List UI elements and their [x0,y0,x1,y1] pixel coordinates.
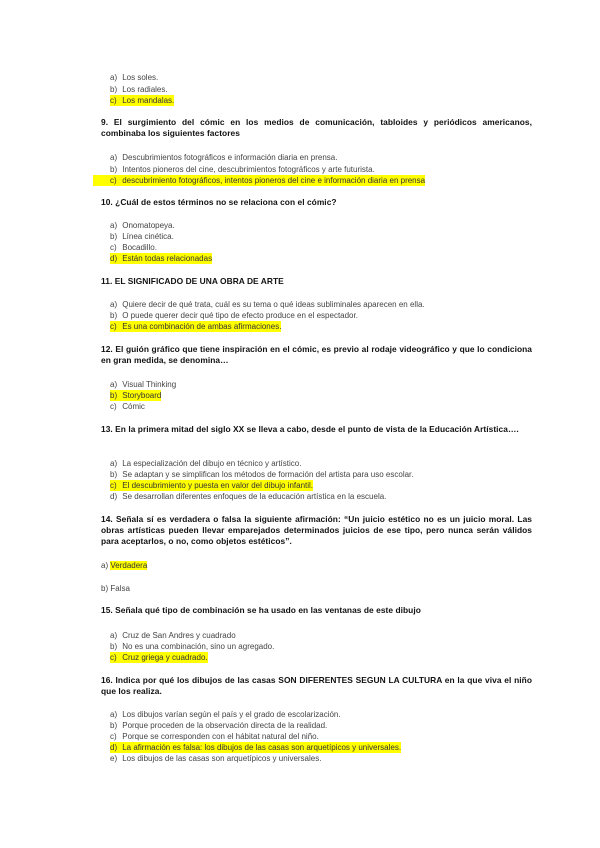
question-14-title: 14. Señala sí es verdadera o falsa la siguiente afirmación: “Un juicio estético no es un juicio moral. Las obras artísticas pueden llevar emparejados determinados juicios de ese tipo, pero nunca serán válidos para aceptarlos, o no, como objetos estéticos”. [101,514,532,546]
q16-option-b: b) Porque proceden de la observación directa de la realidad. [110,721,328,730]
q16-option-c: c) Porque se corresponden con el hábitat natural del niño. [110,732,319,741]
q12-option-c: c) Cómic [110,402,145,411]
q16-option-a: a) Los dibujos varían según el país y el grado de escolarización. [110,710,341,719]
q15-option-a: a) Cruz de San Andres y cuadrado [110,631,236,640]
q13-option-a: a) La especialización del dibujo en técnico y artístico. [110,459,302,468]
q8-option-b: b) Los radiales. [110,85,168,94]
q10-option-c: c) Bocadillo. [110,243,157,252]
q13-option-d: d) Se desarrollan diferentes enfoques de la educación artística en la escuela. [110,492,387,501]
q11-option-b: b) O puede querer decir qué tipo de efecto produce en el espectador. [110,311,358,320]
q16-option-d-highlighted: d) La afirmación es falsa: los dibujos de las casas son arquetípicos y universales. [110,743,402,752]
q12-option-b-highlighted: b) Storyboard [110,391,162,400]
q9-option-a: a) Descubrimientos fotográficos e información diaria en prensa. [110,153,338,162]
question-9-title: 9. El surgimiento del cómic en los medios de comunicación, tabloides y periódicos americanos, combinaba los siguientes factores [101,117,532,138]
question-11-title: 11. EL SIGNIFICADO DE UNA OBRA DE ARTE [101,276,284,286]
question-12-title: 12. El guión gráfico que tiene inspiración en el cómic, es previo al rodaje videográfico y que lo condiciona en gran medida, se denomina… [101,344,532,365]
q12-option-a: a) Visual Thinking [110,380,177,389]
q8-option-a: a) Los soles. [110,73,159,82]
q14-option-b: b) Falsa [101,584,130,593]
question-13-title: 13. En la primera mitad del siglo XX se lleva a cabo, desde el punto de vista de la Educación Artística…. [101,424,519,434]
q9-option-c-highlighted: c) descubrimiento fotográficos, intentos pioneros del cine e información diaria en prensa [93,175,425,186]
q8-option-c-highlighted: c) Los mandalas. [110,96,175,105]
q13-option-c-highlighted: c) El descubrimiento y puesta en valor del dibujo infantil. [110,481,314,490]
question-15-title: 15. Señala qué tipo de combinación se ha usado en las ventanas de este dibujo [101,605,421,615]
q13-option-b: b) Se adaptan y se simplifican los métodos de formación del artista para uso escolar. [110,470,414,479]
q16-option-e: e) Los dibujos de las casas son arquetípicos y universales. [110,754,322,763]
q10-option-a: a) Onomatopeya. [110,221,175,230]
q15-option-c-highlighted: c) Cruz griega y cuadrado. [110,653,208,662]
question-10-title: 10. ¿Cuál de estos términos no se relaciona con el cómic? [101,197,337,207]
q10-option-b: b) Línea cinética. [110,232,174,241]
q11-option-c-highlighted: c) Es una combinación de ambas afirmaciones. [110,322,282,331]
q11-option-a: a) Quiere decir de qué trata, cuál es su tema o qué ideas subliminales aparecen en ella. [110,300,425,309]
q14-option-a-highlighted: Verdadera [110,561,148,570]
q15-option-b: b) No es una combinación, sino un agregado. [110,642,275,651]
q10-option-d-highlighted: d) Están todas relacionadas [110,254,213,263]
question-16-title: 16. Indica por qué los dibujos de las casas SON DIFERENTES SEGUN LA CULTURA en la que viva el niño que los realiza. [101,675,532,696]
q9-option-b: b) Intentos pioneros del cine, descubrimientos fotográficos y arte futurista. [110,165,375,174]
q14-option-a: a) Verdadera [101,561,148,570]
